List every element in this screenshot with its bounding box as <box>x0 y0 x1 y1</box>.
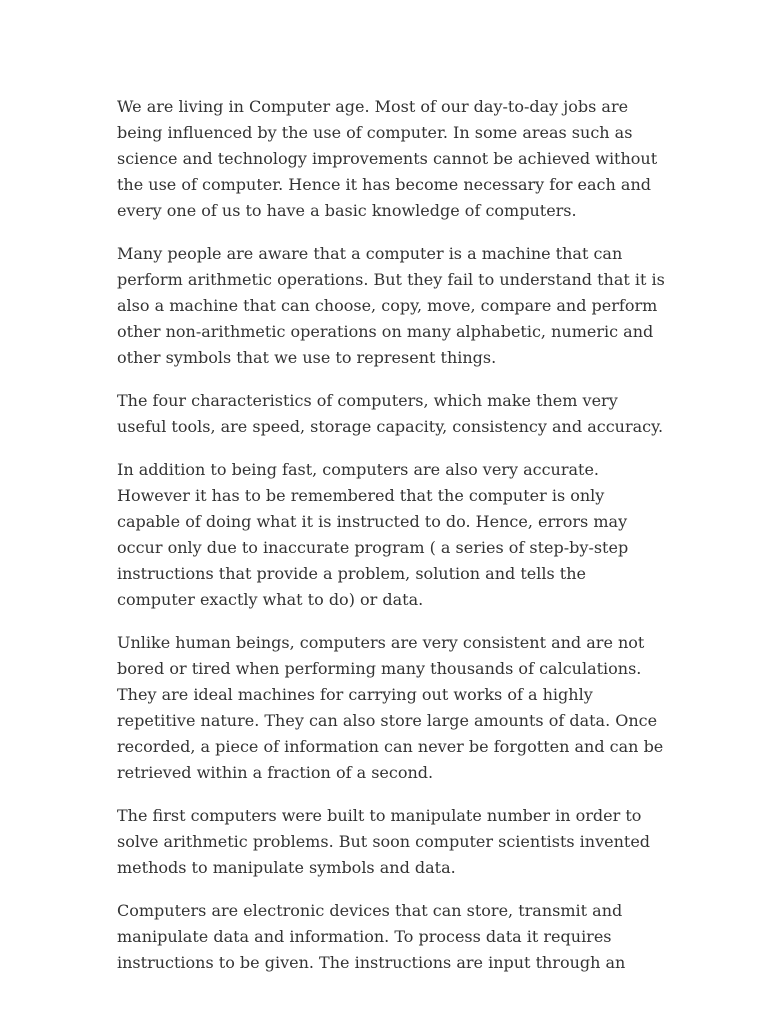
text-line: Many people are aware that a computer is a machine that can <box>117 244 623 263</box>
text-line: being influenced by the use of computer. In some areas such as <box>117 123 633 142</box>
text-line: instructions that provide a problem, solution and tells the <box>117 564 586 583</box>
text-line: The first computers were built to manipulate number in order to <box>117 806 642 825</box>
text-line: We are living in Computer age. Most of our day-to-day jobs are <box>117 97 629 116</box>
document-body <box>117 94 665 993</box>
text-line: instructions to be given. The instructions are input through an <box>117 953 626 972</box>
paragraph-first-computers <box>117 803 657 881</box>
text-line: other symbols that we use to represent things. <box>117 348 497 367</box>
text-line: repetitive nature. They can also store large amounts of data. Once <box>117 711 658 730</box>
text-line: other non-arithmetic operations on many alphabetic, numeric and <box>117 322 654 341</box>
text-line: However it has to be remembered that the computer is only <box>117 486 605 505</box>
text-line: occur only due to inaccurate program ( a series of step-by-step <box>117 538 629 557</box>
paragraph-four-characteristics <box>117 388 664 440</box>
text-line: capable of doing what it is instructed to do. Hence, errors may <box>117 512 628 531</box>
text-line: In addition to being fast, computers are also very accurate. <box>117 460 600 479</box>
text-line: retrieved within a fraction of a second. <box>117 763 434 782</box>
text-line: the use of computer. Hence it has become necessary for each and <box>117 175 651 194</box>
text-line: Unlike human beings, computers are very consistent and are not <box>117 633 645 652</box>
text-line: manipulate data and information. To process data it requires <box>117 927 612 946</box>
text-line: every one of us to have a basic knowledge of computers. <box>117 201 577 220</box>
paragraph-accuracy <box>117 457 657 613</box>
text-line: They are ideal machines for carrying out works of a highly <box>117 685 593 704</box>
text-line: methods to manipulate symbols and data. <box>117 858 456 877</box>
paragraph-consistency <box>117 630 664 786</box>
text-line: recorded, a piece of information can never be forgotten and can be <box>117 737 664 756</box>
paragraph-arithmetic-operations <box>117 241 665 371</box>
text-line: computer exactly what to do) or data. <box>117 590 424 609</box>
text-line: Computers are electronic devices that can store, transmit and <box>117 901 623 920</box>
text-line: useful tools, are speed, storage capacity, consistency and accuracy. <box>117 417 664 436</box>
text-line: bored or tired when performing many thousands of calculations. <box>117 659 642 678</box>
text-line: also a machine that can choose, copy, move, compare and perform <box>117 296 658 315</box>
paragraph-computer-age <box>117 94 657 224</box>
paragraph-electronic-devices <box>117 898 657 976</box>
text-line: science and technology improvements cannot be achieved without <box>117 149 658 168</box>
text-line: The four characteristics of computers, which make them very <box>117 391 618 410</box>
text-line: solve arithmetic problems. But soon computer scientists invented <box>117 832 651 851</box>
text-line: perform arithmetic operations. But they fail to understand that it is <box>117 270 665 289</box>
